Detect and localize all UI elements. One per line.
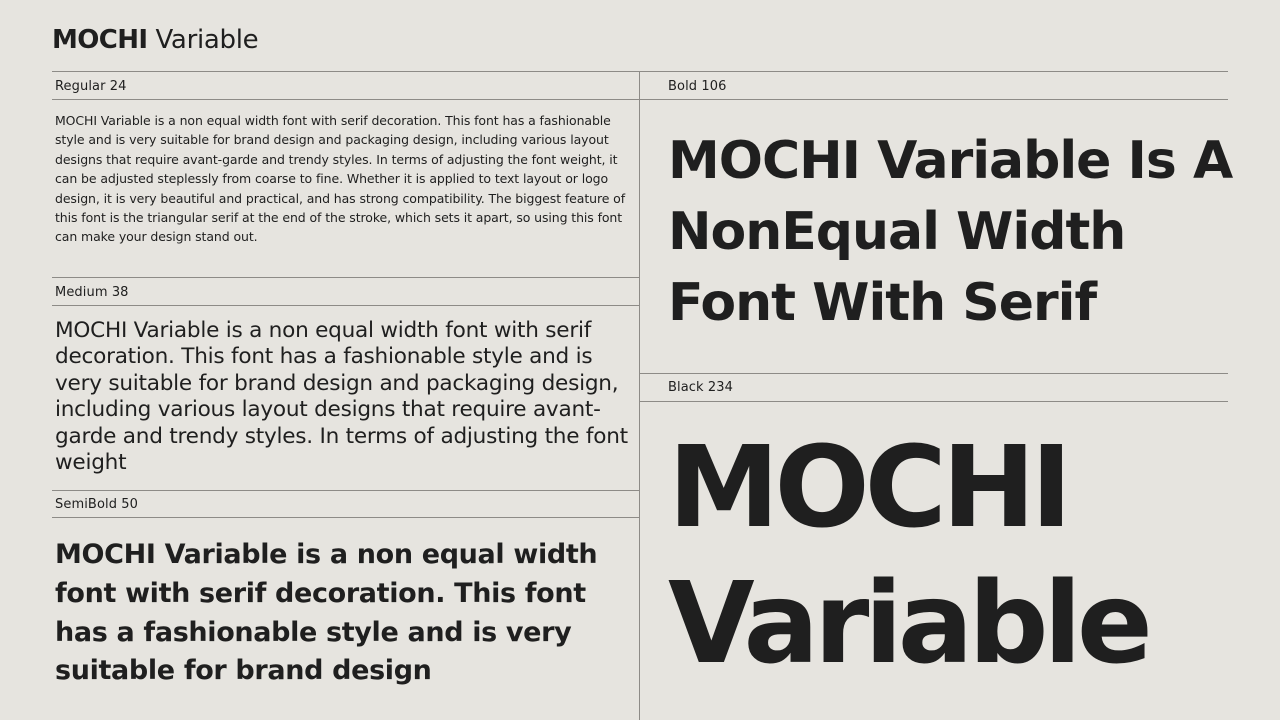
regular-specimen-text: MOCHI Variable is a non equal width font with serif decoration. This font has a fashionable style and is very suitable for brand design and packaging design, including various layout designs that require avant-garde and trendy styles. In terms of adjusting the font weight, it can be adjusted steplessly from coarse to fine. Whether it is applied to text layout or logo design, it is very beautiful and practical, and has strong compatibility. The biggest feature of this font is the triangular serif at the end of the stroke, which sets it apart, so using this font can make your design stand out.: [55, 113, 626, 245]
bold-weight-label: Bold 106: [668, 79, 727, 94]
medium-section-divider: [52, 277, 639, 278]
semibold-label-divider: [52, 517, 639, 518]
font-title: [52, 23, 258, 57]
semibold-weight-label: SemiBold 50: [55, 497, 139, 512]
black-weight-label: Black 234: [668, 380, 734, 395]
top-divider: [52, 71, 1228, 72]
medium-weight-label: Medium 38: [55, 285, 129, 300]
semibold-section-divider: [52, 490, 639, 491]
bold-specimen-text: MOCHI Variable Is A NonEqual Width Font With Serif: [668, 131, 1233, 333]
font-title-brand: MOCHI: [52, 25, 148, 55]
black-label-divider: [640, 401, 1228, 402]
medium-label-divider: [52, 305, 639, 306]
regular-weight-label: Regular 24: [55, 79, 127, 94]
medium-specimen-text: MOCHI Variable is a non equal width font with serif decoration. This font has a fashionable style and is very suitable for brand design and packaging design, including various layout designs that require avant-garde and trendy styles. In terms of adjusting the font weight: [55, 318, 628, 476]
bold-label-divider: [640, 99, 1228, 100]
semibold-specimen-text: MOCHI Variable is a non equal width font with serif decoration. This font has a fashionable style and is very suitable for brand design: [55, 539, 598, 687]
column-divider: [639, 71, 640, 720]
font-title-variant: Variable: [155, 25, 259, 55]
regular-label-divider: [52, 99, 639, 100]
black-section-divider: [640, 373, 1228, 374]
black-specimen-text: MOCHI Variable: [668, 423, 1148, 689]
